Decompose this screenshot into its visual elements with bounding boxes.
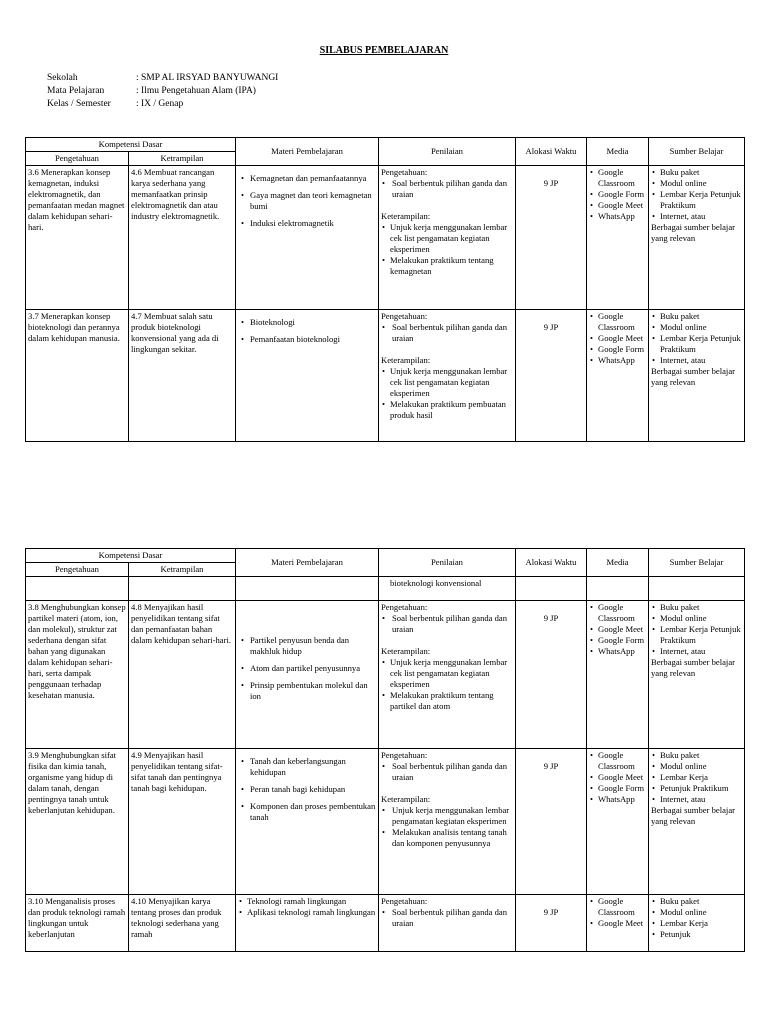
penilaian-cell	[379, 601, 516, 749]
sumber-cell	[649, 749, 745, 895]
syllabus-table-2	[25, 548, 745, 952]
penilaian-label: Keterampilan:	[381, 794, 431, 804]
penilaian-cell	[379, 749, 516, 895]
list-item: • Google Classroom	[589, 896, 646, 918]
document-title: SILABUS PEMBELAJARAN	[319, 45, 449, 56]
penilaian-cell	[379, 166, 516, 310]
kd-ketrampilan: 4.8 Menyajikan hasil penyelidikan tentang sifat dan pemanfaatan bahan dalam kehidupan sehari-hari.	[129, 601, 236, 749]
kd-ketrampilan: 4.9 Menyajikan hasil penyelidikan tentang sifat-sifat tanah dan pentingnya tanah bagi kehidupan.	[129, 749, 236, 895]
alokasi-cell	[516, 166, 587, 310]
list-item: • Soal berbentuk pilihan ganda dan uraian	[381, 761, 513, 783]
table-row	[26, 577, 745, 601]
list-item: • Google Meet	[589, 772, 646, 783]
list-item: • Komponen dan proses pembentukan tanah	[238, 801, 376, 823]
list-item: • Aplikasi teknologi ramah lingkungan	[238, 907, 376, 918]
media-cell	[587, 895, 649, 952]
media-cell	[587, 166, 649, 310]
list-item: • Peran tanah bagi kehidupan	[238, 784, 376, 795]
table-row	[26, 749, 745, 895]
table-row	[26, 166, 745, 310]
list-item: • Google Meet	[589, 200, 646, 211]
list-item: • Internet, atau	[651, 794, 742, 805]
list-item: • Google Meet	[589, 918, 646, 929]
list-item: • Atom dan partikel penyusunnya	[238, 663, 376, 674]
list-item: • Induksi elektromagnetik	[238, 218, 376, 229]
sumber-cell	[649, 895, 745, 952]
penilaian-label: Keterampilan:	[381, 355, 431, 365]
list-item: • Google Form	[589, 635, 646, 646]
info-row-sekolah	[47, 72, 278, 85]
info-value: : IX / Genap	[136, 99, 184, 109]
list-item: • WhatsApp	[589, 646, 646, 657]
alokasi-value: 9 JP	[543, 613, 559, 623]
list-item: • Google Meet	[589, 624, 646, 635]
list-item: • Google Classroom	[589, 167, 646, 189]
school-info	[47, 72, 278, 111]
alokasi-value: 9 JP	[543, 322, 559, 332]
list-item: • Soal berbentuk pilihan ganda dan uraian	[381, 178, 513, 200]
list-item: • Gaya magnet dan teori kemagnetan bumi	[238, 190, 376, 212]
media-cell	[587, 310, 649, 442]
table-row	[26, 601, 745, 749]
sumber-extra: Berbagai sumber belajar yang relevan	[651, 366, 735, 387]
list-item: • Google Classroom	[589, 602, 646, 624]
header-kompetensi-dasar: Kompetensi Dasar	[26, 549, 236, 563]
penilaian-cell	[379, 310, 516, 442]
info-value: : SMP AL IRSYAD BANYUWANGI	[136, 73, 279, 83]
list-item: • Buku paket	[651, 896, 742, 907]
materi-cell	[236, 166, 379, 310]
alokasi-value: 9 JP	[543, 178, 559, 188]
table-row	[26, 895, 745, 952]
list-item: • Unjuk kerja menggunakan lembar pengamatan kegiatan eksperimen	[381, 805, 513, 827]
header-materi: Materi Pembelajaran	[236, 549, 379, 577]
list-item: • Internet, atau	[651, 355, 742, 366]
header-media: Media	[587, 549, 649, 577]
list-item: • Unjuk kerja menggunakan lembar cek list pengamatan kegiatan eksperimen	[381, 657, 513, 690]
list-item: • Modul online	[651, 907, 742, 918]
header-sumber: Sumber Belajar	[649, 138, 745, 166]
header-ketrampilan: Ketrampilan	[129, 152, 236, 166]
list-item: • Buku paket	[651, 311, 742, 322]
list-item: • Modul online	[651, 613, 742, 624]
header-sumber: Sumber Belajar	[649, 549, 745, 577]
list-item: • Melakukan praktikum pembuatan produk hasil	[381, 399, 513, 421]
penilaian-label: Keterampilan:	[381, 211, 431, 221]
table-row	[26, 310, 745, 442]
list-item: • WhatsApp	[589, 794, 646, 805]
list-item: • Melakukan analisis tentang tanah dan komponen penyusunnya	[381, 827, 513, 849]
kd-ketrampilan: 4.7 Membuat salah satu produk bioteknologi konvensional yang ada di lingkungan sekitar.	[129, 310, 236, 442]
info-row-mapel	[47, 85, 278, 98]
kd-pengetahuan: 3.8 Menghubungkan konsep partikel materi (atom, ion, dan molekul), struktur zat sederhana dengan sifat bahan yang digunakan dalam kehidupan sehari-hari, serta dampak penggunaan terhadap kesehatan manusia.	[26, 601, 129, 749]
sumber-extra: Berbagai sumber belajar yang relevan	[651, 805, 735, 826]
syllabus-table-1	[25, 137, 745, 442]
list-item: • Buku paket	[651, 602, 742, 613]
info-label: Mata Pelajaran	[47, 86, 105, 96]
sumber-cell	[649, 166, 745, 310]
list-item: • Bioteknologi	[238, 317, 376, 328]
materi-cell	[236, 601, 379, 749]
list-item: • Modul online	[651, 178, 742, 189]
header-pengetahuan: Pengetahuan	[26, 152, 129, 166]
list-item: • Internet, atau	[651, 646, 742, 657]
header-pengetahuan: Pengetahuan	[26, 563, 129, 577]
list-item: • WhatsApp	[589, 211, 646, 222]
list-item: • Google Classroom	[589, 750, 646, 772]
list-item: • Unjuk kerja menggunakan lembar cek list pengamatan kegiatan eksperimen	[381, 222, 513, 255]
kd-ketrampilan: 4.6 Membuat rancangan karya sederhana yang memanfaatkan prinsip elektromagnetik dan atau industry elektromagnetik.	[129, 166, 236, 310]
penilaian-label: Keterampilan:	[381, 646, 431, 656]
continuation-cell	[379, 577, 516, 601]
kd-ketrampilan: 4.10 Menyajikan karya tentang proses dan produk teknologi sederhana yang ramah	[129, 895, 236, 952]
list-item: • Petunjuk	[651, 929, 742, 940]
list-item: • Soal berbentuk pilihan ganda dan uraian	[381, 322, 513, 344]
list-item: • WhatsApp	[589, 355, 646, 366]
header-alokasi: Alokasi Waktu	[516, 549, 587, 577]
list-item: • Internet, atau	[651, 211, 742, 222]
header-ketrampilan: Ketrampilan	[129, 563, 236, 577]
header-alokasi: Alokasi Waktu	[516, 138, 587, 166]
alokasi-cell	[516, 749, 587, 895]
header-penilaian: Penilaian	[379, 549, 516, 577]
sumber-cell	[649, 310, 745, 442]
list-item: • Modul online	[651, 761, 742, 772]
materi-cell	[236, 310, 379, 442]
list-item: • Melakukan praktikum tentang partikel dan atom	[381, 690, 513, 712]
penilaian-label: Pengetahuan:	[381, 167, 428, 177]
list-item: • Google Form	[589, 189, 646, 200]
materi-cell	[236, 895, 379, 952]
materi-cell	[236, 749, 379, 895]
list-item: • Lembar Kerja	[651, 772, 742, 783]
list-item: • Partikel penyusun benda dan makhluk hidup	[238, 635, 376, 657]
penilaian-label: Pengetahuan:	[381, 602, 428, 612]
list-item: • Google Form	[589, 344, 646, 355]
kd-pengetahuan: 3.6 Menerapkan konsep kemagnetan, induksi elektromagnetik, dan pemanfaatan medan magnet dalam kehidupan sehari-hari.	[26, 166, 129, 310]
penilaian-label: Pengetahuan:	[381, 896, 428, 906]
info-row-kelas	[47, 98, 278, 111]
kd-pengetahuan: 3.9 Menghubungkan sifat fisika dan kimia tanah, organisme yang hidup di dalam tanah, dengan pentingnya tanah untuk keberlanjutan kehidupan.	[26, 749, 129, 895]
media-cell	[587, 601, 649, 749]
list-item: • Prinsip pembentukan molekul dan ion	[238, 680, 376, 702]
media-cell	[587, 749, 649, 895]
list-item: • Petunjuk Praktikum	[651, 783, 742, 794]
list-item: • Google Form	[589, 783, 646, 794]
header-kompetensi-dasar: Kompetensi Dasar	[26, 138, 236, 152]
list-item: • Soal berbentuk pilihan ganda dan uraian	[381, 907, 513, 929]
alokasi-cell	[516, 895, 587, 952]
info-label: Kelas / Semester	[47, 99, 111, 109]
penilaian-label: Pengetahuan:	[381, 750, 428, 760]
header-media: Media	[587, 138, 649, 166]
list-item: • Lembar Kerja	[651, 918, 742, 929]
continuation-text: bioteknologi konvensional	[390, 578, 482, 588]
list-item: • Melakukan praktikum tentang kemagnetan	[381, 255, 513, 277]
list-item: • Soal berbentuk pilihan ganda dan uraian	[381, 613, 513, 635]
alokasi-value: 9 JP	[543, 761, 559, 771]
list-item: • Modul online	[651, 322, 742, 333]
list-item: • Buku paket	[651, 167, 742, 178]
list-item: • Lembar Kerja Petunjuk Praktikum	[651, 333, 742, 355]
list-item: • Unjuk kerja menggunakan lembar cek list pengamatan kegiatan eksperimen	[381, 366, 513, 399]
sumber-cell	[649, 601, 745, 749]
list-item: • Lembar Kerja Petunjuk Praktikum	[651, 624, 742, 646]
list-item: • Pemanfaatan bioteknologi	[238, 334, 376, 345]
alokasi-value: 9 JP	[543, 907, 559, 917]
list-item: • Teknologi ramah lingkungan	[238, 896, 376, 907]
alokasi-cell	[516, 601, 587, 749]
kd-pengetahuan: 3.10 Menganalisis proses dan produk teknologi ramah lingkungan untuk keberlanjutan	[26, 895, 129, 952]
list-item: • Google Classroom	[589, 311, 646, 333]
header-penilaian: Penilaian	[379, 138, 516, 166]
header-materi: Materi Pembelajaran	[236, 138, 379, 166]
penilaian-label: Pengetahuan:	[381, 311, 428, 321]
list-item: • Kemagnetan dan pemanfaatannya	[238, 173, 376, 184]
list-item: • Lembar Kerja Petunjuk Praktikum	[651, 189, 742, 211]
list-item: • Tanah dan keberlangsungan kehidupan	[238, 756, 376, 778]
info-value: : Ilmu Pengetahuan Alam (IPA)	[136, 86, 256, 96]
list-item: • Buku paket	[651, 750, 742, 761]
alokasi-cell	[516, 310, 587, 442]
sumber-extra: Berbagai sumber belajar yang relevan	[651, 657, 735, 678]
list-item: • Google Meet	[589, 333, 646, 344]
info-label: Sekolah	[47, 73, 78, 83]
sumber-extra: Berbagai sumber belajar yang relevan	[651, 222, 735, 243]
penilaian-cell	[379, 895, 516, 952]
kd-pengetahuan: 3.7 Menerapkan konsep bioteknologi dan perannya dalam kehidupan manusia.	[26, 310, 129, 442]
